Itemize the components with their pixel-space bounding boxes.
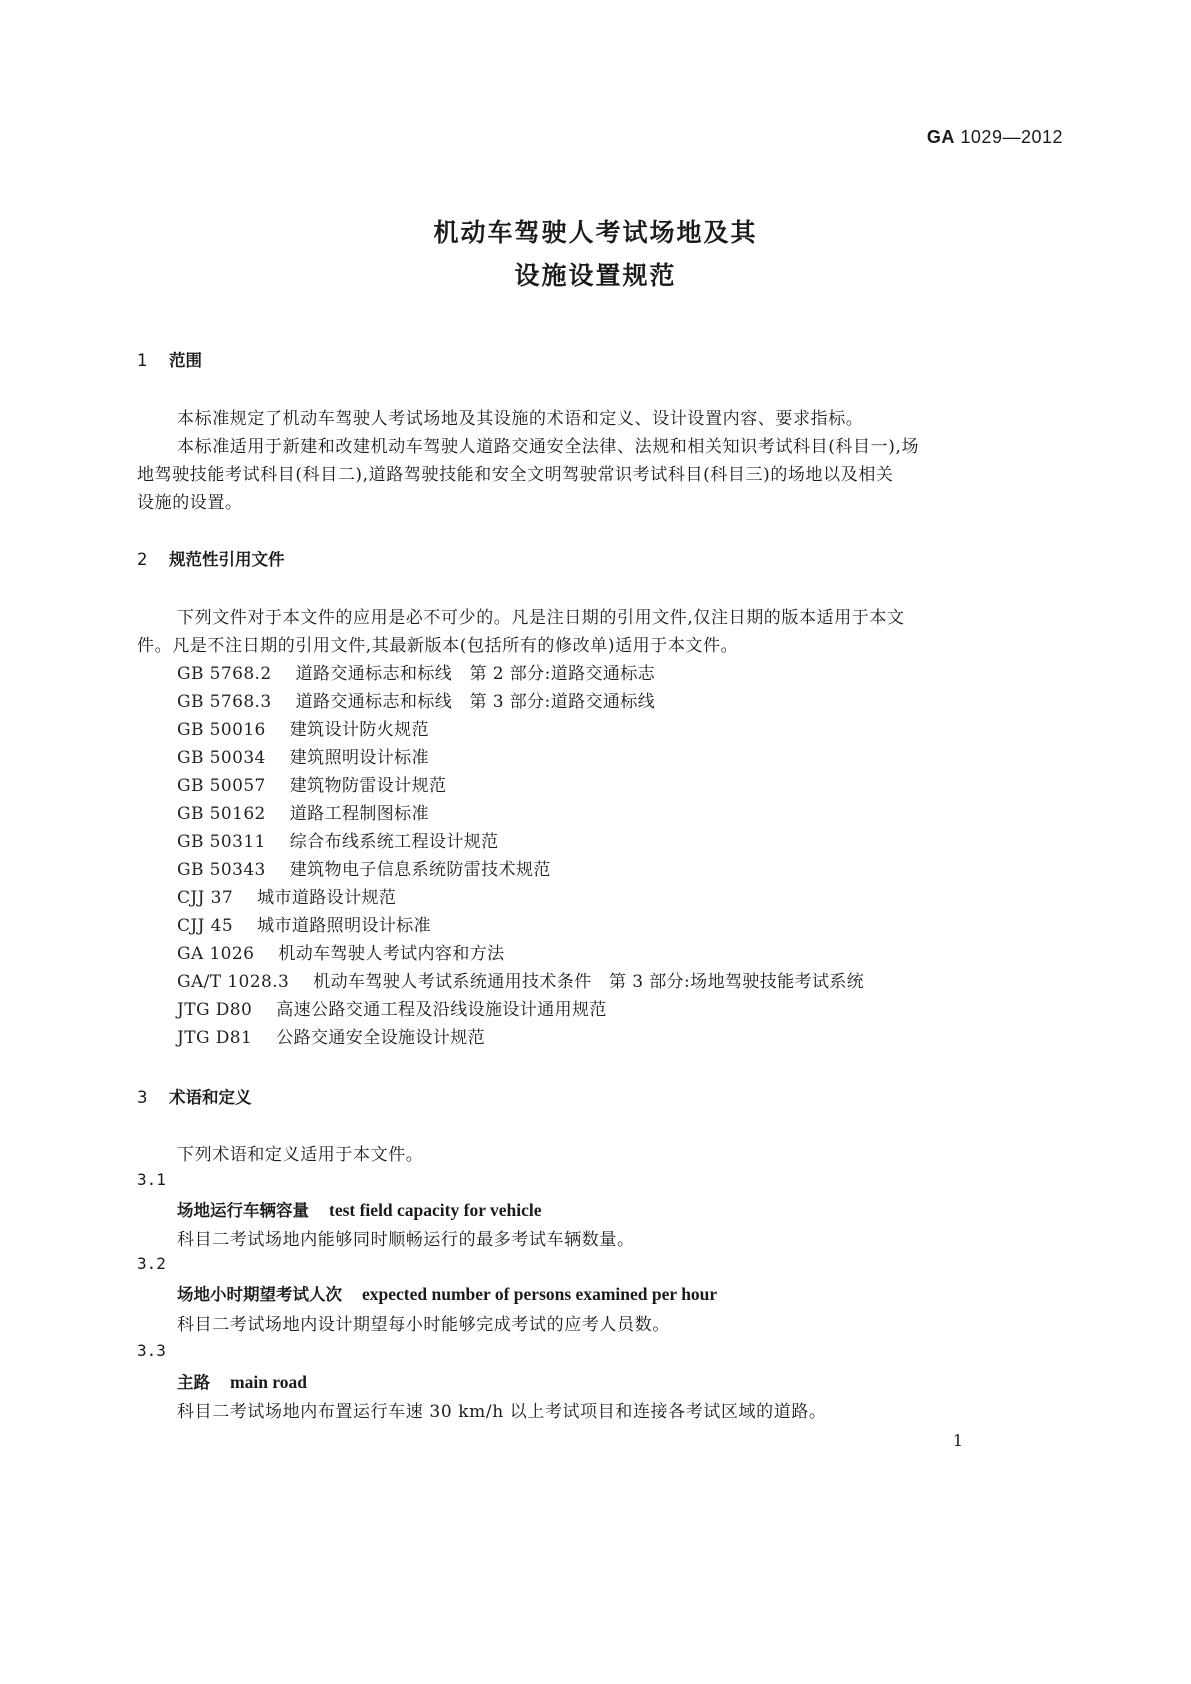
reference-code: JTG D81 xyxy=(177,1028,253,1048)
section-2-paragraph-line-1: 下列文件对于本文件的应用是必不可少的。凡是注日期的引用文件,仅注日期的版本适用于本文 xyxy=(177,608,905,628)
reference-title: 高速公路交通工程及沿线设施设计通用规范 xyxy=(276,1000,607,1020)
section-1-paragraph-2-line-2: 地驾驶技能考试科目(科目二),道路驾驶技能和安全文明驾驶常识考试科目(科目三)的场地以及相关 xyxy=(137,465,894,485)
reference-code: GB 50311 xyxy=(177,832,266,852)
reference-item xyxy=(177,771,446,796)
reference-code: GB 5768.3 xyxy=(177,692,272,712)
section-1-paragraph-2-line-3: 设施的设置。 xyxy=(137,493,243,513)
term-english: test field capacity for vehicle xyxy=(329,1200,542,1220)
document-title-line-2: 设施设置规范 xyxy=(514,261,677,290)
reference-item xyxy=(177,967,864,992)
reference-code: GB 50162 xyxy=(177,804,266,824)
reference-code: GB 50034 xyxy=(177,748,266,768)
section-number: 3 xyxy=(137,1088,148,1107)
reference-item xyxy=(177,911,431,936)
term-number: 3.2 xyxy=(137,1254,166,1273)
reference-item xyxy=(177,855,551,880)
reference-title: 机动车驾驶人考试系统通用技术条件 第 3 部分:场地驾驶技能考试系统 xyxy=(313,972,865,992)
section-1-paragraph-1: 本标准规定了机动车驾驶人考试场地及其设施的术语和定义、设计设置内容、要求指标。 xyxy=(177,409,864,429)
term-definition: 科目二考试场地内设计期望每小时能够完成考试的应考人员数。 xyxy=(177,1315,670,1335)
reference-title: 建筑设计防火规范 xyxy=(289,720,429,740)
term-chinese: 场地小时期望考试人次 xyxy=(177,1285,342,1304)
reference-code: JTG D80 xyxy=(177,1000,253,1020)
reference-code: GB 5768.2 xyxy=(177,664,272,684)
term-number: 3.3 xyxy=(137,1341,166,1360)
section-3-intro: 下列术语和定义适用于本文件。 xyxy=(177,1145,424,1165)
reference-title: 公路交通安全设施设计规范 xyxy=(276,1028,486,1048)
reference-title: 综合布线系统工程设计规范 xyxy=(289,832,499,852)
standard-code xyxy=(927,127,1063,148)
term-heading xyxy=(177,1369,307,1393)
section-2-paragraph-line-2: 件。凡是不注日期的引用文件,其最新版本(包括所有的修改单)适用于本文件。 xyxy=(137,636,739,656)
reference-code: GB 50057 xyxy=(177,776,266,796)
reference-code: GA 1026 xyxy=(177,944,255,964)
reference-title: 道路交通标志和标线 第 2 部分:道路交通标志 xyxy=(295,664,656,684)
term-english: expected number of persons examined per hour xyxy=(362,1284,718,1304)
reference-code: GB 50016 xyxy=(177,720,266,740)
reference-title: 建筑物防雷设计规范 xyxy=(289,776,447,796)
section-1-heading xyxy=(137,347,202,371)
reference-code: CJJ 37 xyxy=(177,888,234,908)
reference-code: GA/T 1028.3 xyxy=(177,972,290,992)
reference-item xyxy=(177,995,607,1020)
reference-title: 道路交通标志和标线 第 3 部分:道路交通标线 xyxy=(295,692,656,712)
term-chinese: 主路 xyxy=(177,1373,210,1392)
reference-item xyxy=(177,799,429,824)
reference-item xyxy=(177,687,655,712)
term-definition: 科目二考试场地内能够同时顺畅运行的最多考试车辆数量。 xyxy=(177,1230,635,1250)
term-chinese: 场地运行车辆容量 xyxy=(177,1201,309,1220)
section-title: 规范性引用文件 xyxy=(169,550,285,569)
reference-title: 机动车驾驶人考试内容和方法 xyxy=(278,944,505,964)
term-heading xyxy=(177,1281,717,1305)
term-english: main road xyxy=(230,1372,307,1392)
reference-item xyxy=(177,827,499,852)
reference-code: CJJ 45 xyxy=(177,916,234,936)
reference-item xyxy=(177,883,396,908)
document-title-line-1: 机动车驾驶人考试场地及其 xyxy=(433,218,758,247)
reference-item xyxy=(177,1023,485,1048)
term-number: 3.1 xyxy=(137,1170,166,1189)
reference-title: 建筑照明设计标准 xyxy=(289,748,429,768)
reference-title: 城市道路照明设计标准 xyxy=(257,916,432,936)
reference-item xyxy=(177,743,429,768)
reference-item xyxy=(177,715,429,740)
standard-code-prefix: GA xyxy=(926,127,955,147)
section-number: 1 xyxy=(137,351,148,370)
reference-title: 城市道路设计规范 xyxy=(257,888,397,908)
reference-item xyxy=(177,939,505,964)
reference-title: 建筑物电子信息系统防雷技术规范 xyxy=(289,860,551,880)
page-number: 1 xyxy=(952,1431,963,1450)
reference-code: GB 50343 xyxy=(177,860,266,880)
reference-item xyxy=(177,659,655,684)
section-1-paragraph-2-line-1: 本标准适用于新建和改建机动车驾驶人道路交通安全法律、法规和相关知识考试科目(科目一),场 xyxy=(177,437,920,457)
term-heading xyxy=(177,1197,542,1221)
term-definition: 科目二考试场地内布置运行车速 30 km/h 以上考试项目和连接各考试区域的道路。 xyxy=(177,1402,827,1422)
section-3-heading xyxy=(137,1084,252,1108)
section-number: 2 xyxy=(137,550,148,569)
section-title: 术语和定义 xyxy=(169,1088,252,1107)
standard-code-number: 1029—2012 xyxy=(960,127,1063,147)
section-2-heading xyxy=(137,546,285,570)
section-title: 范围 xyxy=(169,351,202,370)
reference-title: 道路工程制图标准 xyxy=(289,804,429,824)
